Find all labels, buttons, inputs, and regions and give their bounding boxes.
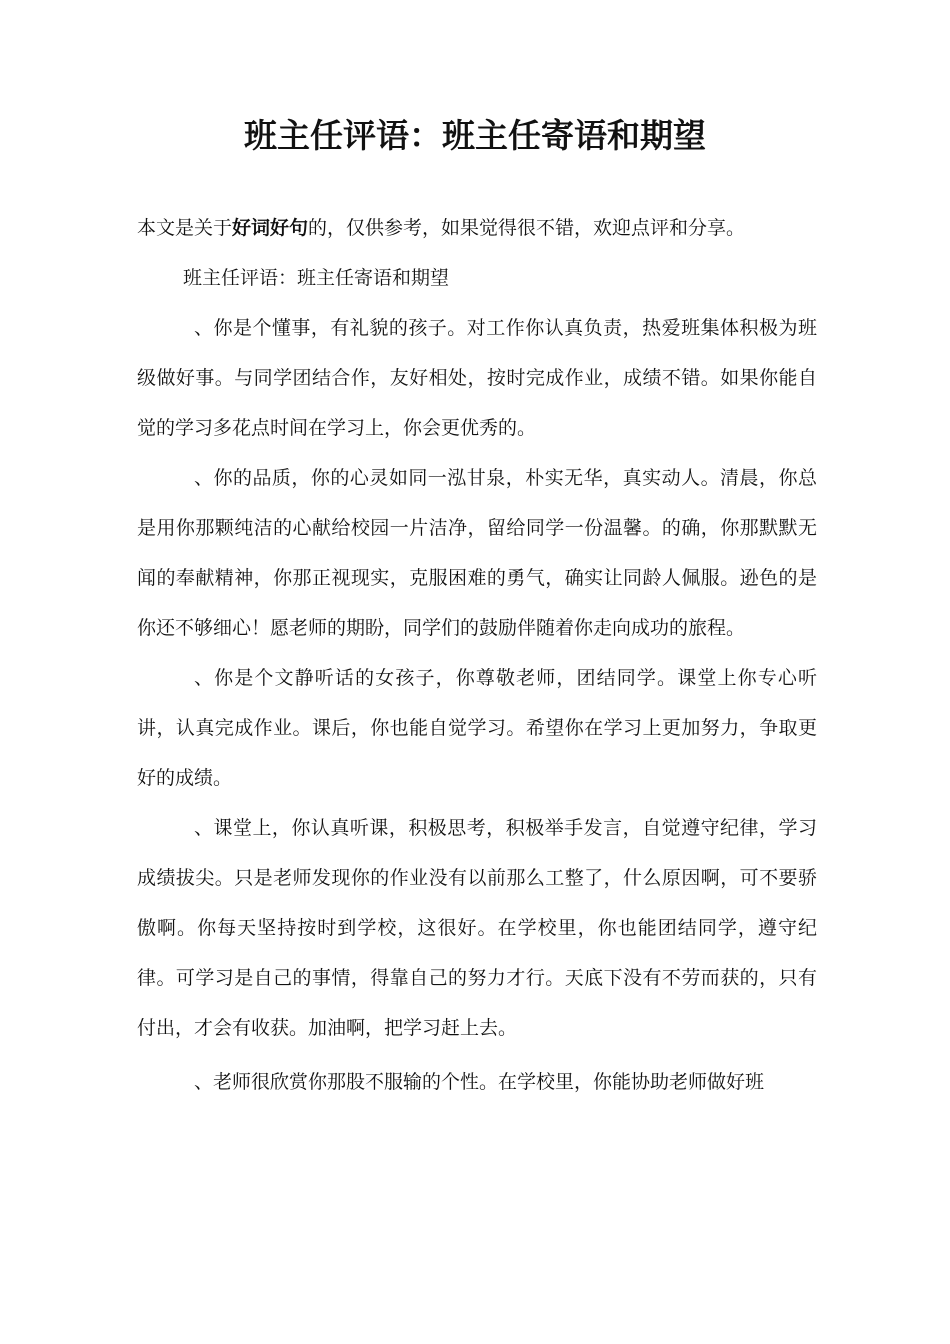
comment-paragraph-1: 、你是个懂事，有礼貌的孩子。对工作你认真负责，热爱班集体积极为班级做好事。与同学团结合作，友好相处，按时完成作业，成绩不错。如果你能自觉的学习多花点时间在学习上，你会更优秀的。 bbox=[137, 317, 817, 439]
intro-keyword: 好词好句 bbox=[232, 217, 309, 239]
intro-after: 的，仅供参考，如果觉得很不错，欢迎点评和分享。 bbox=[308, 217, 746, 239]
comment-paragraph-2: 、你的品质，你的心灵如同一泓甘泉，朴实无华，真实动人。清晨，你总是用你那颗纯洁的心献给校园一片洁净，留给同学一份温馨。的确，你那默默无闻的奉献精神，你那正视现实，克服困难的勇气，确实让同龄人佩服。逊色的是你还不够细心！愿老师的期盼，同学们的鼓励伴随着你走向成功的旅程。 bbox=[137, 467, 817, 639]
comment-paragraph-5: 、老师很欣赏你那股不服输的个性。在学校里，你能协助老师做好班 bbox=[194, 1071, 765, 1093]
document-title: 班主任评语：班主任寄语和期望 bbox=[244, 116, 706, 155]
document-subtitle: 班主任评语：班主任寄语和期望 bbox=[183, 267, 450, 289]
intro-before: 本文是关于 bbox=[137, 217, 233, 239]
document-body bbox=[137, 203, 817, 1107]
comment-paragraph-4: 、课堂上，你认真听课，积极思考，积极举手发言，自觉遵守纪律，学习成绩拔尖。只是老师发现你的作业没有以前那么工整了，什么原因啊，可不要骄傲啊。你每天坚持按时到学校，这很好。在学校里，你也能团结同学，遵守纪律。可学习是自己的事情，得靠自己的努力才行。天底下没有不劳而获的，只有付出，才会有收获。加油啊，把学习赶上去。 bbox=[137, 817, 817, 1039]
comment-paragraph-3: 、你是个文静听话的女孩子，你尊敬老师，团结同学。课堂上你专心听讲，认真完成作业。课后，你也能自觉学习。希望你在学习上更加努力，争取更好的成绩。 bbox=[137, 667, 817, 789]
intro-line bbox=[137, 203, 817, 253]
